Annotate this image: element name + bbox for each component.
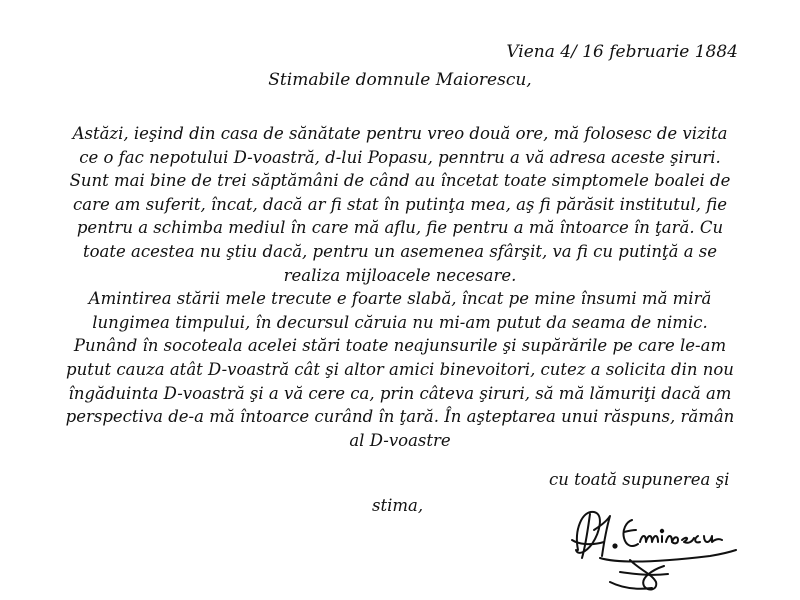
letter-paragraph: Amintirea stării mele trecute e foarte slabă, încat pe mine însumi mă miră lungimea timpului, în decursul căruia nu mi-am putut da seama de nimic. Punând în socoteala acelei stări toate neajunsurile şi supărările pe care le-am putut cauza atât D-voastră cât şi altor amici binevoitori, cutez a solicita din nou îngăduinta D-voastră şi a vă cere ca, prin câteva şiruri, să mă lămuriţi dacă am perspectiva de-a mă întoarce curând în ţară. În aşteptarea unui răspuns, rămân al D-voastre: [65, 289, 735, 450]
letter-body: [62, 122, 738, 452]
letter-paragraph: Astăzi, ieşind din casa de sănătate pentru vreo două ore, mă folosesc de vizita ce o fac nepotului D-voastră, d-lui Popasu, penntru a vă adresa aceste şiruri. Sunt mai bine de trei săptămâni de când au încetat toate simptomele boalei de care am suferit, încat, dacă ar fi stat în putinţa mea, aş fi părăsit institutul, fie pentru a schimba mediul în care mă aflu, fie pentru a mă întoarce în ţară. Cu toate acestea nu ştiu dacă, pentru un asemenea sfârşit, va fi cu putinţă a se realiza mijloacele necesare.: [69, 124, 731, 285]
letter-closing: cu toată supunerea şi: [549, 470, 730, 489]
letter-date: Viena 4/ 16 februarie 1884: [506, 42, 738, 62]
letter-salutation: Stimabile domnule Maiorescu,: [268, 70, 532, 90]
handwritten-signature: [560, 500, 740, 595]
letter-regards: stima,: [372, 496, 424, 515]
